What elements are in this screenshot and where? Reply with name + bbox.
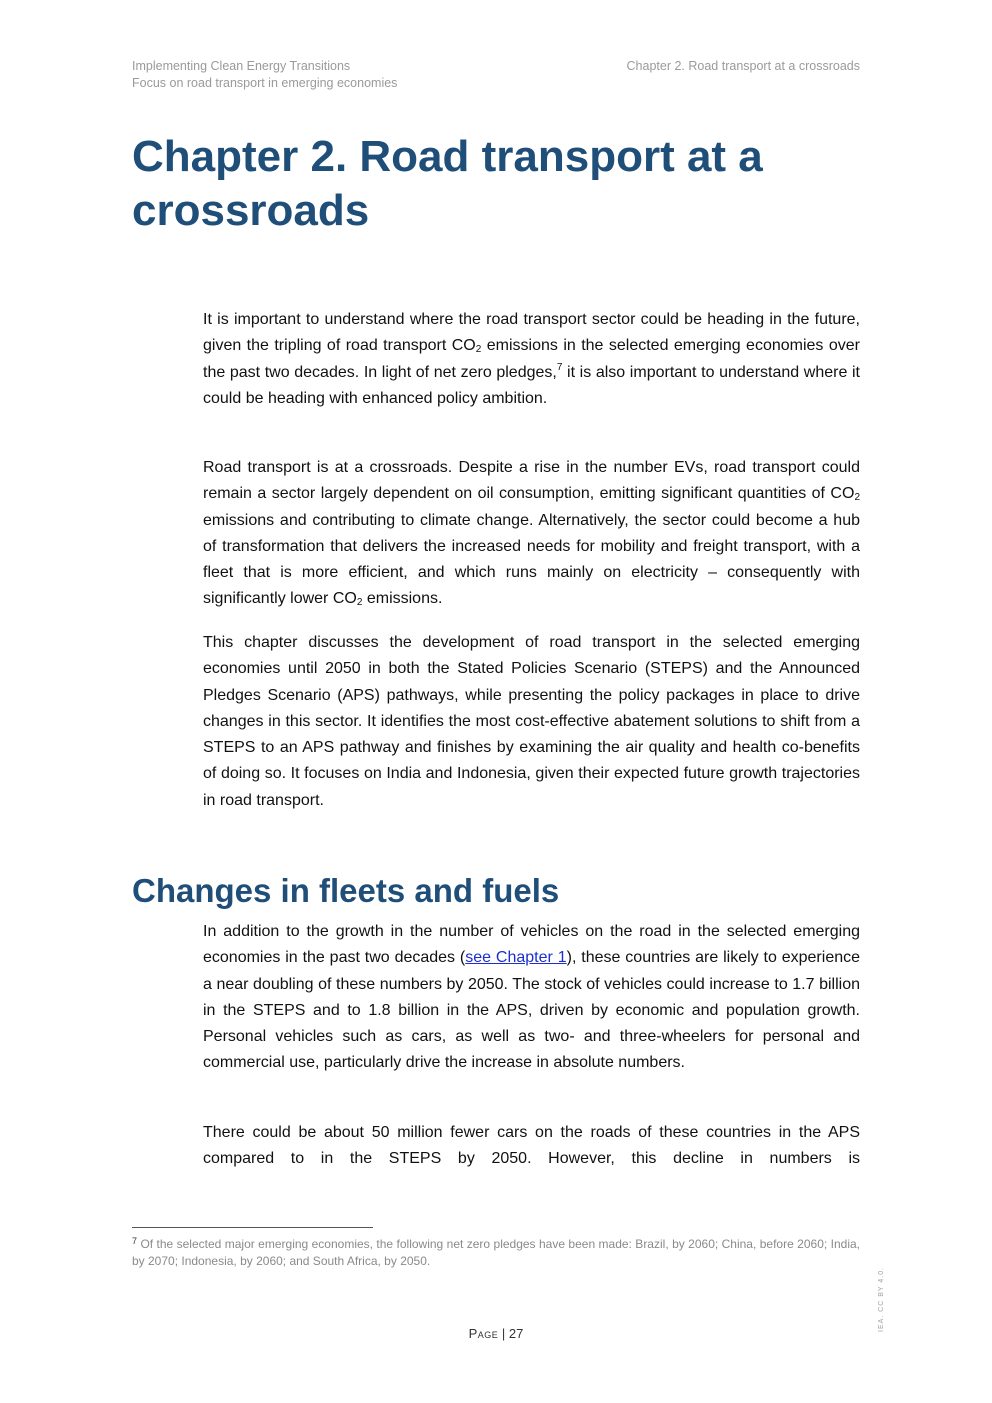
section-title: Changes in fleets and fuels [132, 872, 560, 909]
section-paragraph-2: There could be about 50 million fewer cars on the roads of these countries in the APS compared to in the STEPS by 2050. However, this decline in numbers is [203, 1124, 860, 1168]
intro-paragraph-3: This chapter discusses the development of road transport in the selected emerging economies until 2050 in both the Stated Policies Scenario (STEPS) and the Announced Pledges Scenario (APS) pathways, while presenting the policy packages in place to drive changes in this sector. It identifies the most cost-effective abatement solutions to shift from a STEPS to an APS pathway and finishes by examining the air quality and health co-benefits of doing so. It focuses on India and Indonesia, given their expected future growth trajectories in road transport. [203, 634, 860, 809]
page-number [0, 1326, 992, 1341]
license-credit: IEA. CC BY 4.0. [878, 1266, 885, 1332]
intro-paragraph-1: It is important to understand where the road transport sector could be heading in the future, given the tripling of road transport $CO_2$ emissions in the selected emerging economies over the past two decades. In light of net zero pledges,$^7$ it is also important to understand where it could be heading with enhanced policy ambition. [203, 311, 860, 407]
page-separator: | [498, 1326, 509, 1341]
report-title: Implementing Clean Energy Transitions [132, 59, 351, 73]
chapter-1-link[interactable]: see Chapter 1 [465, 949, 567, 967]
page-label: Page [468, 1326, 499, 1341]
report-subtitle: Focus on road transport in emerging economies [132, 76, 398, 90]
footnote [132, 1236, 860, 1270]
section-paragraph-1: In addition to the growth in the number of vehicles on the road in the selected emerging economies in the past two decades (see Chapter 1), these countries are likely to experience a near doubling of these numbers by 2050. The stock of vehicles could increase to 1.7 billion in the STEPS and to 1.8 billion in the APS, driven by economic and population growth. Personal vehicles such as cars, as well as two- and three-wheelers for personal and commercial use, particularly drive the increase in absolute numbers. [203, 923, 861, 1072]
footnote-text: Of the selected major emerging economies, the following net zero pledges have been made: Brazil, by 2060; China, before 2060; India, by 2070; Indonesia, by 2060; and South Africa, by 2050. [132, 1237, 860, 1268]
footnote-divider [132, 1227, 373, 1228]
running-header-left [132, 58, 397, 92]
footnote-number: 7 [132, 1236, 138, 1246]
chapter-title: Chapter 2. Road transport at a crossroads [132, 132, 763, 235]
running-header-right: Chapter 2. Road transport at a crossroads [626, 59, 860, 73]
footnote-reference[interactable]: 7 [556, 361, 563, 373]
intro-paragraph-2: Road transport is at a crossroads. Despite a rise in the number EVs, road transport could remain a sector largely dependent on oil consumption, emitting significant quantities of $CO_2$ emissions and contributing to climate change. Alternatively, the sector could become a hub of transformation that delivers the increased needs for mobility and freight transport, with a fleet that is more efficient, and which runs mainly on electricity – consequently with significantly lower $CO_2$ emissions. [203, 459, 860, 609]
page-number-value: 27 [508, 1326, 524, 1341]
